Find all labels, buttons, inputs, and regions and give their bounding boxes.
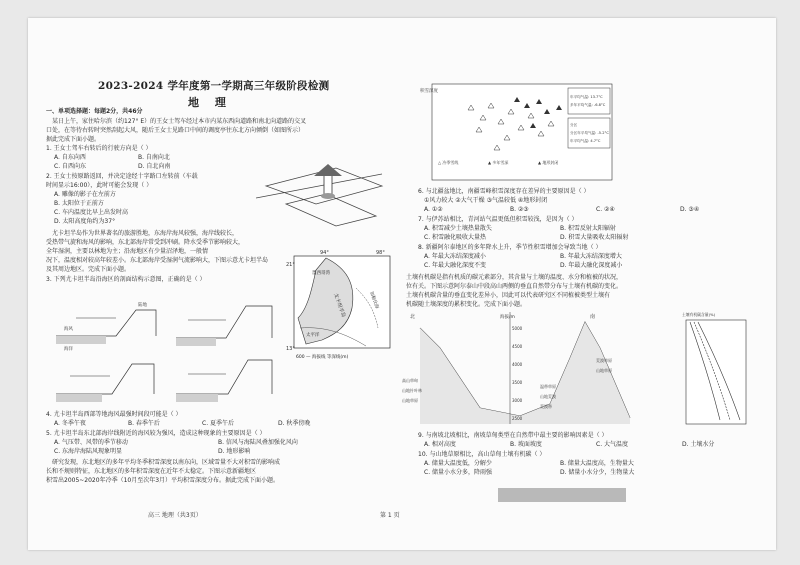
question-2-line: 时间显示16:00），此时可能会发现（ ）	[46, 182, 153, 189]
zone-label: 山地草原	[402, 398, 418, 403]
map-lon-label: 94°	[320, 250, 329, 256]
option-b: B. 信风与海陆风叠加强化风向	[218, 439, 298, 446]
option-b: B. 储量大温度高，生物量大	[560, 460, 634, 467]
zone-label: 荒漠草原	[596, 358, 612, 363]
exam-page	[28, 18, 776, 550]
option-c: C. 年最大融化深度不变	[424, 262, 487, 269]
section-label: 陆地	[138, 303, 147, 308]
profile-label: 海拔/m	[500, 315, 515, 320]
option-b: B. 自南向北	[138, 154, 170, 161]
question-6-options: ①风力较大 ②大气干燥 ③气温较低 ④地形封闭	[424, 197, 548, 204]
elevation-tick: 5000	[512, 326, 523, 331]
legend-entry: 年平均气温: 13.7°C	[570, 95, 603, 99]
option-b: B. 积雪反射太阳辐射	[560, 225, 616, 232]
soil-carbon-chart	[680, 310, 750, 428]
chart-ylabel: 积雪深度	[420, 89, 438, 94]
option-b: B. ②③	[510, 206, 529, 213]
question-3: 3. 下列尤卡坦半岛沿海区的剖面结构示意图，正确的是（ ）	[46, 276, 206, 283]
passage-line: 长和不规则特征，东北地区的多年积雪深度在近年不太稳定。下图示意新疆地区	[46, 468, 257, 475]
question-5: 5. 尤卡坦半岛东北部海岸线附近的海风较为强风，造成这种现象的主要原因是（ ）	[46, 430, 266, 437]
redaction-box	[498, 488, 626, 502]
elevation-tick: 3000	[512, 398, 523, 403]
intro-line: 口处，在等待右转时突然刮起大风，随后王女士见路口中间的调度亭往东北方向倾倒（如图所示）	[46, 127, 305, 134]
question-2: 2. 王女士按原路返回，并决定途经十字路口左转前（车载	[46, 173, 198, 180]
option-c: C. 夏季午后	[202, 420, 235, 427]
zone-label: 荒漠带	[540, 404, 552, 409]
map-place-label: 尤卡坦半岛	[332, 292, 347, 319]
option-d: D. 自北向南	[138, 163, 171, 170]
option-b: B. 春季午后	[128, 420, 160, 427]
subject-heading: 地 理	[188, 96, 232, 109]
intersection-figure	[256, 146, 386, 228]
cross-section-options	[56, 288, 286, 408]
question-6: 6. 与北疆盆地比，南疆雪峰积雪深度存在差异的主要原因是（ ）	[418, 188, 590, 195]
option-d: D. 年最大融化深度减小	[560, 262, 623, 269]
page-number: 第 1 页	[380, 512, 400, 519]
intro-line: 某日上午，家住哈尔滨（约127° E）的王女士驾车经过本市内某东西向道路和南北向道路的交叉	[52, 118, 307, 125]
legend-entry: 多年平均气温: -6.8°C	[570, 103, 606, 107]
elevation-tick: 4000	[512, 362, 523, 367]
section-c	[56, 364, 154, 402]
option-a: A. 自东向西	[54, 154, 86, 161]
passage-line: 全年湿润，主要以林地为主；沿海地区有少量沼泽地，一般情	[46, 248, 209, 255]
section-label: 海风	[64, 327, 73, 332]
passage-line: 土壤有机碳含量的垂直变化差异小，因此可以代表研究区不同植被类型土壤有	[406, 292, 611, 299]
question-9: 9. 与南坡北坡相比，南坡草甸类型在自然带中最主要的影响因素是（ ）	[418, 432, 608, 439]
mountain-profile	[400, 308, 640, 430]
chart-title: 土壤有机碳含量(%)	[682, 312, 716, 317]
passage-line: 研究发现，东北地区的多年平均冬季积雪深度以南东向，区域雪量不大对积雪的影响成	[52, 459, 281, 466]
elevation-tick: 2500	[512, 416, 523, 421]
section-b	[176, 306, 272, 346]
option-b: B. 太阳位于正前方	[54, 200, 104, 207]
option-d: D. 土壤水分	[682, 441, 715, 448]
zone-label: 山地草原	[596, 368, 612, 373]
map-place-label: 太平洋	[306, 333, 320, 338]
option-d: D. 太阳高度角约为37°	[54, 218, 116, 225]
zone-label: 高山草甸	[402, 378, 418, 383]
question-4: 4. 尤卡坦半岛西部等地海风最强时间段可能是（ ）	[46, 411, 182, 418]
snow-depth-chart	[418, 80, 658, 186]
option-a: A. 积雪减少土壤热量散失	[424, 225, 492, 232]
legend-entry: 年平均气温: 4.7°C	[570, 139, 601, 143]
passage-line: 位有关。下图示意阿尔泰山中段高山两侧的垂直自然带分布与土壤有机碳的变化。	[406, 283, 623, 290]
question-8: 8. 新疆阿尔泰地区的多年降水上升，季节性积雪增加会导致当地（ ）	[418, 244, 602, 251]
question-10: 10. 与山地草原相比，高山草甸土壤有机碳（ ）	[418, 451, 546, 458]
option-a: A. ①②	[424, 206, 443, 213]
map-lat-label: 21°	[286, 262, 295, 268]
passage-line: 及其周边地区。完成下面小题。	[46, 266, 131, 273]
option-a: A. 年最大冻结深度减小	[424, 253, 486, 260]
option-c: C. 储量小水分多，降雨强	[424, 469, 493, 476]
passage-line: 土壤有机碳是指有机质的碳元素部分，其含量与土壤的温度、水分和植被的状况，	[406, 274, 623, 281]
elevation-tick: 3500	[512, 380, 523, 385]
yucatan-map	[286, 248, 394, 360]
legend-entry: 分区	[570, 123, 578, 127]
option-a: A. 气压带、风带的季节移动	[54, 439, 128, 446]
option-c: C. ②④	[596, 206, 615, 213]
passage-line: 积雪出2005~2020年冷季（10月至次年3月）平均积雪深度分布。据此完成下面小题。	[46, 477, 280, 484]
profile-label: 南	[590, 314, 596, 320]
option-a: A. 雕像的影子在左前方	[54, 191, 116, 198]
legend-entry: ▲ 多年雪深	[488, 160, 509, 165]
passage-line: 尤卡坦半岛作为世界著名的旅游胜地，东海岸海风较强，海岸线较长，	[52, 230, 239, 237]
option-d: D. 储量小水分少，生物量大	[560, 469, 635, 476]
profile-label: 北	[410, 314, 416, 320]
question-7: 7. 与伊苏站相比，青河站气温更低但积雪较浅，是因为（ ）	[418, 216, 578, 223]
map-place-label: 墨西哥湾	[312, 271, 330, 276]
footer-left: 高三 地理（共3页）	[148, 512, 202, 519]
passage-line: 机碳随土壤深度的累积变化。完成下面小题。	[406, 301, 527, 308]
option-a: A. 相对高度	[424, 441, 456, 448]
intro-line: 据此完成下面小题。	[46, 136, 101, 143]
passage-line: 受热带气旋和海风的影响，东北部海岸常受到冲刷。降水受季节影响较大，	[46, 239, 245, 246]
zone-label: 山地针叶林	[402, 388, 422, 393]
option-c: C. 大气温度	[596, 441, 629, 448]
option-a: A. 储量大温度低，分解少	[424, 460, 492, 467]
option-c: C. 自西向东	[54, 163, 87, 170]
elevation-tick: 4500	[512, 344, 523, 349]
section-a	[56, 301, 156, 352]
option-d: D. 秋季傍晚	[278, 420, 311, 427]
option-b: B. 年最大冻结深度增大	[560, 253, 622, 260]
option-a: A. 冬季午夜	[54, 420, 86, 427]
section-d	[176, 360, 272, 402]
zone-label: 温带草原	[540, 384, 556, 389]
map-lon-label: 98°	[376, 250, 385, 256]
option-c: C. 车内温度比早上出发时高	[54, 209, 129, 216]
map-lat-label: 13°	[286, 346, 295, 352]
legend-entry: ▲ 地形封闭	[538, 160, 559, 165]
map-place-label: 加勒比海	[368, 290, 379, 310]
map-legend: 600 — 海拔线 等深线(m)	[296, 355, 349, 360]
option-d: D. ③④	[680, 206, 700, 213]
section-heading: 一、单项选择题：每题2分，共46分	[46, 108, 143, 115]
zone-label: 山地荒漠	[540, 394, 556, 399]
option-d: D. 积雪大量吸收太阳辐射	[560, 234, 629, 241]
option-b: B. 坡面坡度	[510, 441, 542, 448]
page-title: 2023-2024 学年度第一学期高三年级阶段检测	[98, 80, 330, 92]
section-label: 海洋	[64, 347, 73, 352]
option-c: C. 东海岸海陆风现象明显	[54, 448, 123, 455]
option-d: D. 地形影响	[218, 448, 251, 455]
legend-entry: △ 冷季雪线	[438, 160, 459, 165]
question-1: 1. 王女士驾车右转后的行驶方向是（ ）	[46, 145, 152, 152]
legend-entry: 分区年平均气温: -5.2°C	[570, 131, 609, 135]
option-c: C. 积雪融化吸收大量热	[424, 234, 487, 241]
passage-line: 况下，温度相对较高年较差小。东北部海岸受湿润气流影响大，下图示意尤卡坦半岛	[46, 257, 269, 264]
